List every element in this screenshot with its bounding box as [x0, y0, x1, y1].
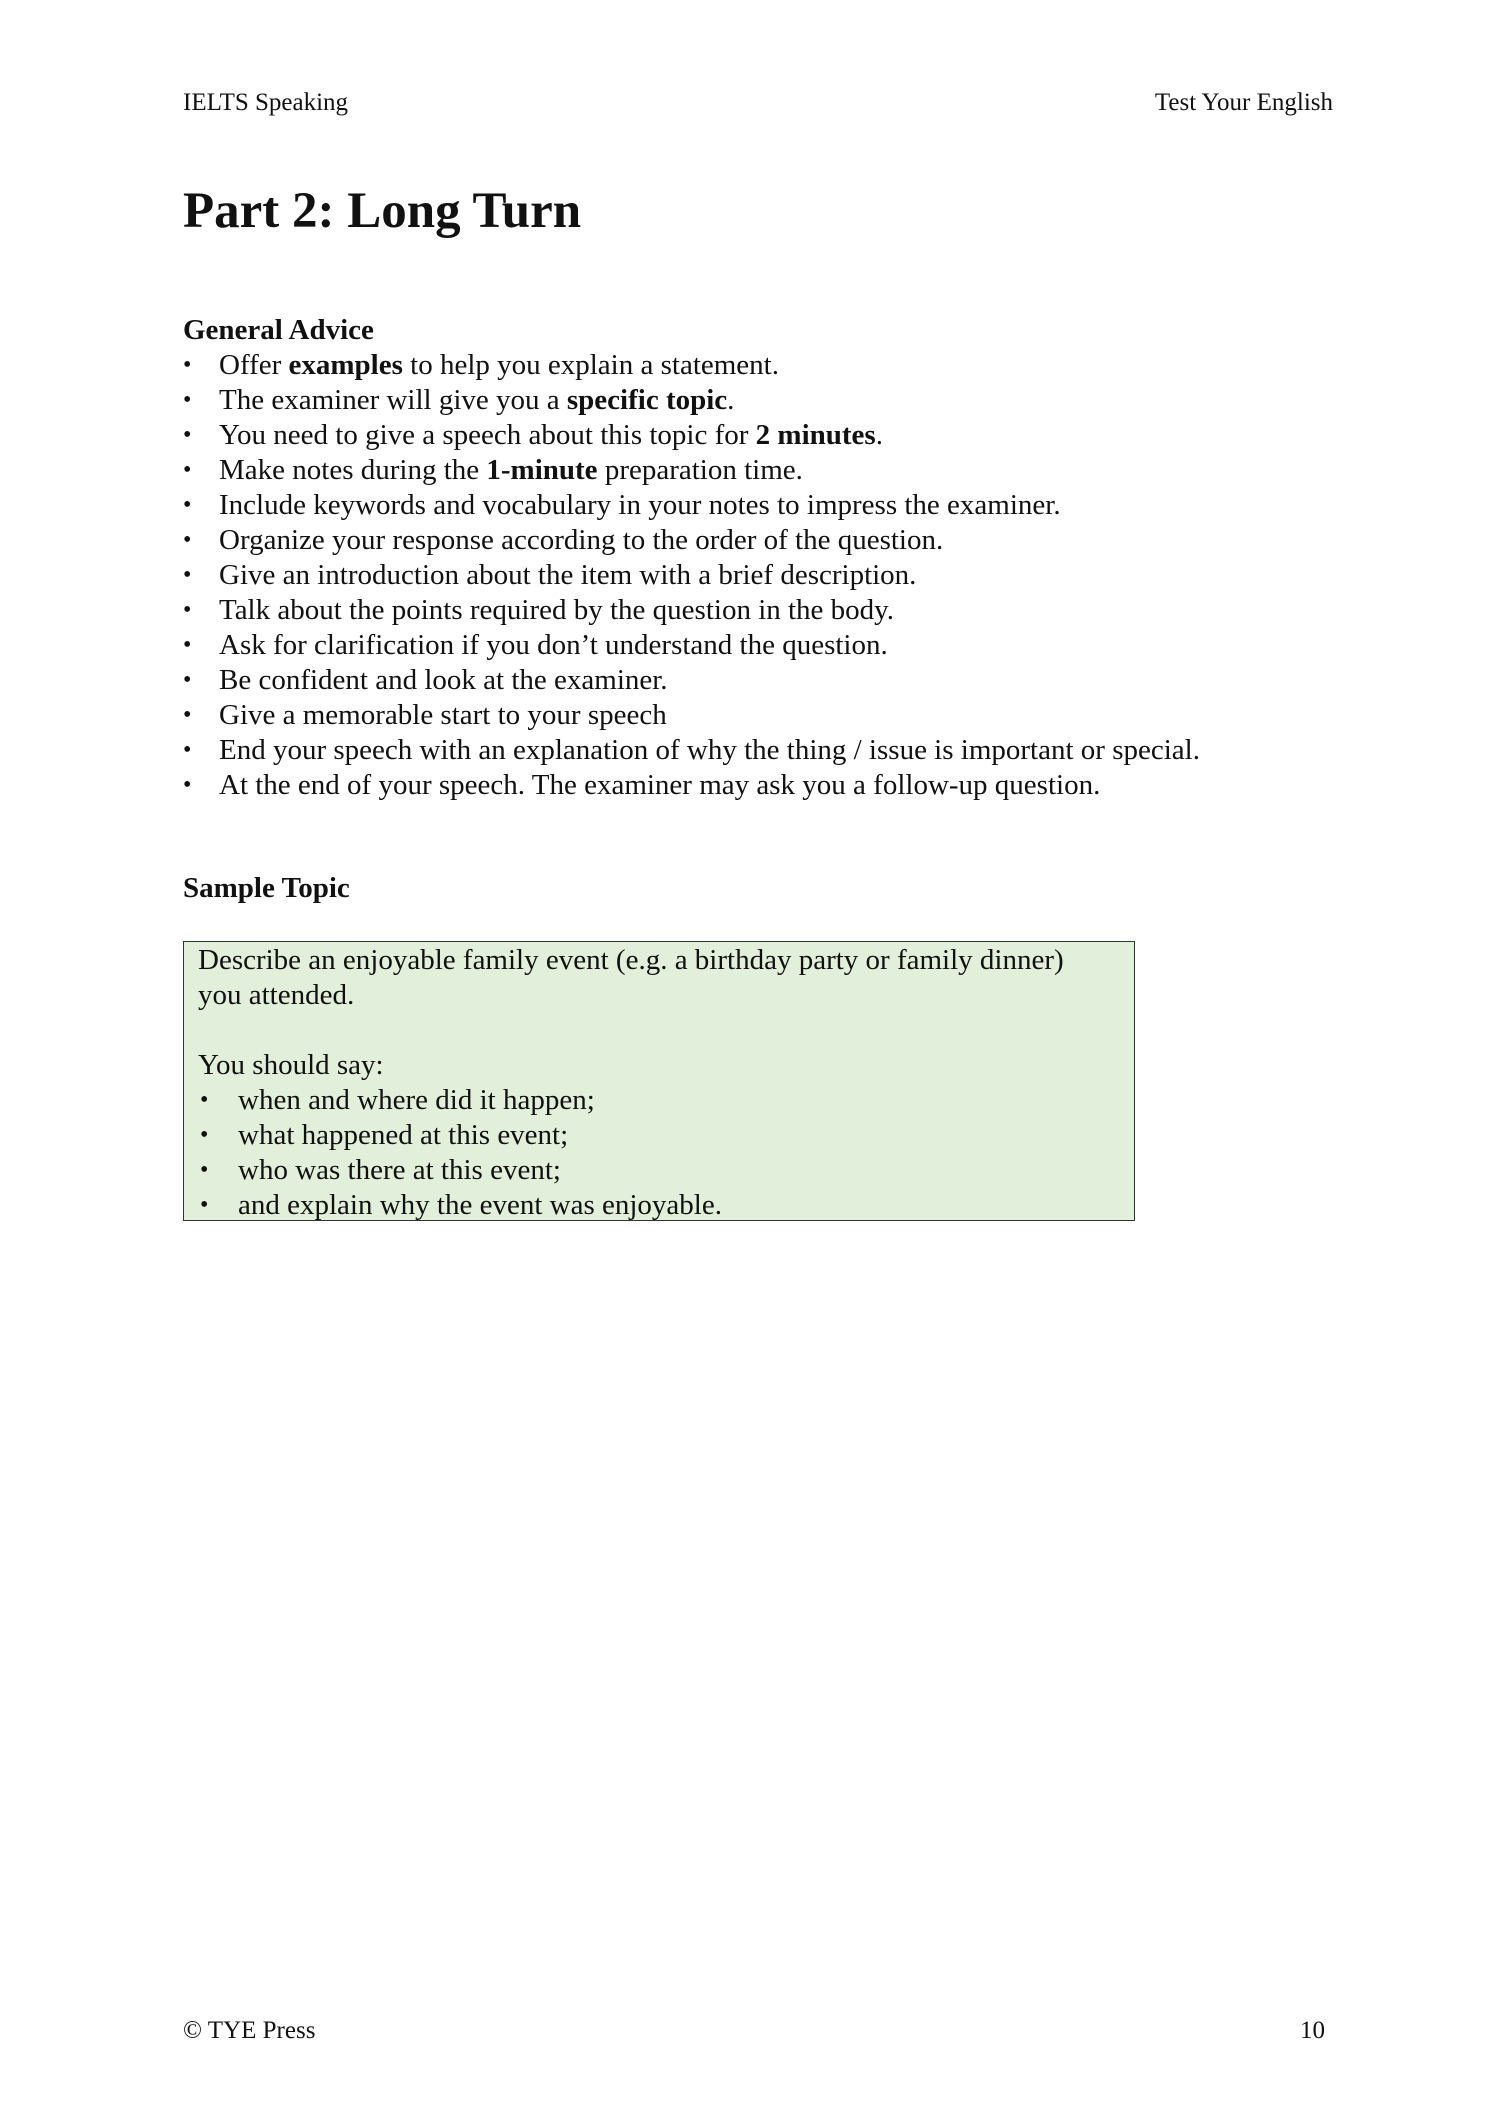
bullet-icon: •	[183, 422, 192, 448]
bullet-icon: •	[183, 632, 192, 658]
bullet-icon: •	[183, 352, 192, 378]
list-item: • Give a memorable start to your speech	[183, 699, 667, 731]
bullet-icon: •	[183, 492, 192, 518]
topic-points-list	[198, 1083, 1134, 1223]
bullet-icon: •	[183, 527, 192, 553]
sample-topic-box	[183, 941, 1135, 1221]
list-item: • what happened at this event;	[200, 1119, 569, 1151]
topic-prompt: Describe an enjoyable family event (e.g. a birthday party or family dinner) you attended.	[198, 944, 1064, 1011]
bullet-icon: •	[183, 772, 192, 798]
list-item: • The examiner will give you a specific topic.	[183, 384, 735, 416]
general-advice-list	[183, 348, 1200, 803]
bullet-icon: •	[183, 702, 192, 728]
bullet-icon: •	[183, 387, 192, 413]
list-item: • At the end of your speech. The examiner may ask you a follow-up question.	[183, 769, 1101, 801]
bullet-icon: •	[200, 1122, 209, 1148]
bullet-icon: •	[200, 1087, 209, 1113]
bullet-icon: •	[200, 1192, 209, 1218]
bullet-icon: •	[183, 457, 192, 483]
bullet-icon: •	[183, 597, 192, 623]
list-item: • when and where did it happen;	[200, 1084, 595, 1116]
list-item: • Give an introduction about the item with a brief description.	[183, 559, 917, 591]
list-item: • End your speech with an explanation of why the thing / issue is important or special.	[183, 734, 1200, 766]
list-item: • Make notes during the 1-minute preparation time.	[183, 454, 803, 486]
list-item: • who was there at this event;	[200, 1154, 561, 1186]
bullet-icon: •	[183, 562, 192, 588]
topic-should-say: You should say:	[198, 1049, 384, 1081]
general-advice-heading: General Advice	[183, 314, 374, 346]
list-item: • Organize your response according to the order of the question.	[183, 524, 944, 556]
page-title: Part 2: Long Turn	[183, 183, 582, 239]
bullet-icon: •	[183, 737, 192, 763]
sample-topic-heading: Sample Topic	[183, 872, 350, 904]
list-item: • You need to give a speech about this topic for 2 minutes.	[183, 419, 883, 451]
page-number: 10	[1300, 2017, 1325, 2044]
list-item: • Include keywords and vocabulary in your notes to impress the examiner.	[183, 489, 1061, 521]
header-subtitle: Test Your English	[1154, 89, 1333, 116]
bullet-icon: •	[200, 1157, 209, 1183]
list-item: • Ask for clarification if you don’t understand the question.	[183, 629, 888, 661]
footer-copyright: © TYE Press	[183, 2017, 316, 2044]
bullet-icon: •	[183, 667, 192, 693]
header-title: IELTS Speaking	[183, 89, 349, 116]
list-item: • and explain why the event was enjoyable.	[200, 1189, 722, 1221]
list-item: • Talk about the points required by the question in the body.	[183, 594, 895, 626]
list-item: • Be confident and look at the examiner.	[183, 664, 668, 696]
list-item: • Offer examples to help you explain a statement.	[183, 349, 779, 381]
